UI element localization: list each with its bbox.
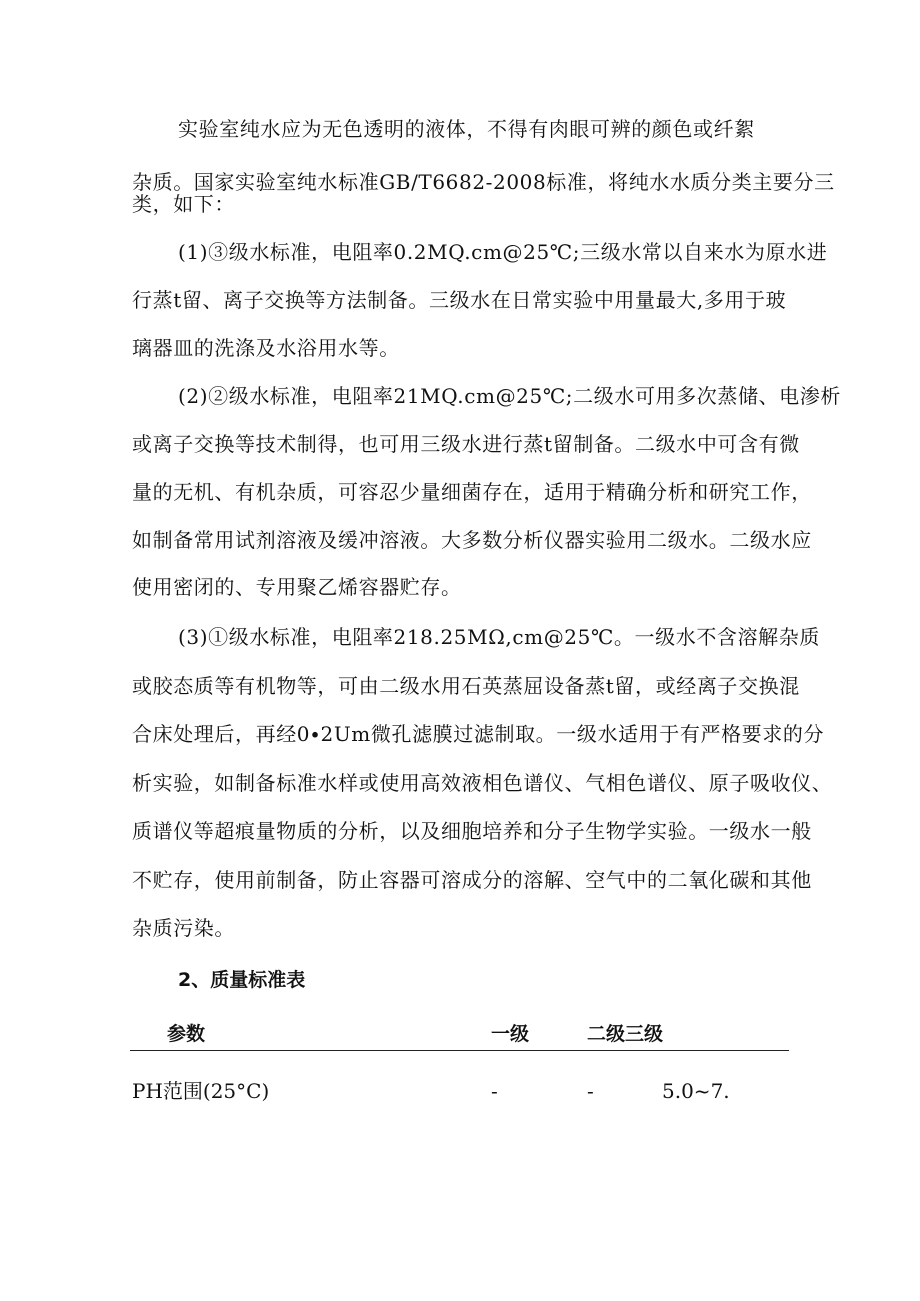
paragraph-line: 杂质污染。 [132, 916, 235, 940]
paragraph-line: 量的无机、有机杂质，可容忍少量细菌存在，适用于精确分析和研究工作， [132, 480, 812, 504]
paragraph-line: 合床处理后，再经0∙2Um微孔滤膜过滤制取。一级水适用于有严格要求的分 [132, 722, 825, 746]
paragraph-line: (2)②级水标准，电阻率21MQ.cm@25℃;二级水可用多次蒸储、电渗析 [178, 384, 841, 408]
paragraph-line: 行蒸t留、离子交换等方法制备。三级水在日常实验中用量最大,多用于玻 [132, 288, 787, 312]
table-header-param: 参数 [167, 1023, 206, 1045]
paragraph-line: 璃器皿的洗涤及水浴用水等。 [132, 336, 400, 360]
paragraph-line: (1)③级水标准，电阻率0.2MQ.cm@25℃;三级水常以自来水为原水进 [178, 240, 828, 264]
paragraph-line: (3)①级水标准，电阻率218.25MΩ,cm@25℃。一级水不含溶解杂质 [178, 625, 820, 649]
paragraph-line: 杂质。国家实验室纯水标准GB/T6682-2008标准，将纯水水质分类主要分三 [132, 170, 835, 194]
paragraph-line: 或胶态质等有机物等，可由二级水用石英蒸屈设备蒸t留，或经离子交换混 [132, 674, 800, 698]
paragraph-line: 质谱仪等超痕量物质的分析，以及细胞培养和分子生物学实验。一级水一般 [132, 819, 812, 843]
paragraph-line: 如制备常用试剂溶液及缓冲溶液。大多数分析仪器实验用二级水。二级水应 [132, 528, 812, 552]
paragraph-line: 不贮存，使用前制备，防止容器可溶成分的溶解、空气中的二氧化碳和其他 [132, 868, 812, 892]
section-heading: 2、质量标准表 [178, 969, 306, 991]
table-cell-param: PH范围(25°C) [132, 1079, 270, 1103]
table-header-rule [130, 1050, 789, 1051]
table-cell-grade3: 5.0~7. [662, 1079, 730, 1103]
paragraph-line: 类，如下： [132, 192, 235, 216]
paragraph-line: 实验室纯水应为无色透明的液体，不得有肉眼可辨的颜色或纤絮 [178, 117, 755, 141]
table-header-grade1: 一级 [491, 1023, 530, 1045]
table-cell-grade1: - [491, 1079, 498, 1103]
table-cell-grade2: - [587, 1079, 594, 1103]
paragraph-line: 或离子交换等技术制得，也可用三级水进行蒸t留制备。二级水中可含有微 [132, 432, 800, 456]
paragraph-line: 使用密闭的、专用聚乙烯容器贮存。 [132, 575, 462, 599]
table-header-grade23: 二级三级 [587, 1023, 664, 1045]
paragraph-line: 析实验，如制备标准水样或使用高效液相色谱仪、气相色谱仪、原子吸收仪、 [132, 771, 833, 795]
